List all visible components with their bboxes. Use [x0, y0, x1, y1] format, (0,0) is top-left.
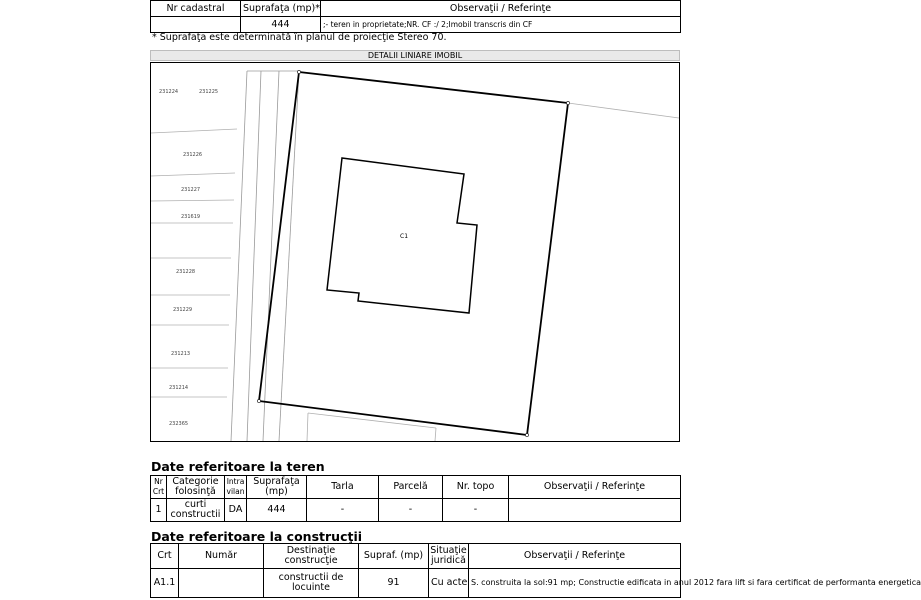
cell-nr: 1 [151, 499, 167, 522]
neighbor-parcels [151, 103, 679, 441]
cell-nr-cadastral [151, 17, 241, 33]
constructii-data-row [151, 569, 681, 598]
cell-topo: - [443, 499, 509, 522]
header-observatii: Observaţii / Referinţe [469, 544, 681, 569]
cell-crt: A1.1 [151, 569, 179, 598]
header-numar: Număr [179, 544, 264, 569]
cell-parcela: - [379, 499, 443, 522]
cell-destinatie: constructii de locuinte [264, 569, 359, 598]
parcel-summary-table [150, 0, 681, 33]
header-nr-topo: Nr. topo [443, 476, 509, 499]
header-nr-cadastral: Nr cadastral [151, 1, 241, 17]
neighbor-label: 231224 [159, 89, 179, 95]
parcel-boundary [259, 72, 568, 435]
cell-categorie: curti constructii [167, 499, 225, 522]
header-parcela: Parcelă [379, 476, 443, 499]
neighbor-label: 232365 [169, 421, 189, 427]
plan-title: DETALII LINIARE IMOBIL [150, 50, 680, 61]
header-crt: Crt [151, 544, 179, 569]
cell-suprafata: 91 [359, 569, 429, 598]
header-suprafata: Supraf. (mp) [359, 544, 429, 569]
cell-observatii: S. construita la sol:91 mp; Constructie edificata in anul 2012 fara lift si fara certificat de performanta energetica [469, 569, 681, 598]
header-destinatie: Destinaţie construcţie [264, 544, 359, 569]
header-situatie: Situaţie juridică [429, 544, 469, 569]
neighbor-label: 231225 [199, 89, 219, 95]
neighbor-label: 231214 [169, 385, 189, 391]
street-lines [231, 71, 299, 441]
constructii-section-title: Date referitoare la construcţii [151, 529, 363, 544]
neighbor-label: 231226 [183, 152, 203, 158]
header-suprafata: Suprafaţa (mp) [247, 476, 307, 499]
header-observatii: Observaţii / Referinţe [321, 1, 681, 17]
cell-numar [179, 569, 264, 598]
teren-section-title: Date referitoare la teren [151, 459, 325, 474]
parcel-plan [150, 62, 680, 442]
cell-observatii [509, 499, 681, 522]
neighbor-label: 231213 [171, 351, 191, 357]
header-tarla: Tarla [307, 476, 379, 499]
parcel-plan-drawing [151, 63, 679, 441]
teren-header-row [151, 476, 681, 499]
cell-situatie: Cu acte [429, 569, 469, 598]
teren-data-row [151, 499, 681, 522]
cell-tarla: - [307, 499, 379, 522]
neighbor-label: 231619 [181, 214, 201, 220]
constructii-header-row [151, 544, 681, 569]
projection-footnote: * Suprafaţa este determinată în planul de proiecţie Stereo 70. [152, 32, 447, 43]
teren-table [150, 475, 681, 522]
boundary-vertices [257, 70, 569, 436]
building-label: C1 [400, 233, 409, 240]
cell-suprafata: 444 [247, 499, 307, 522]
header-nr-crt: Nr Crt [151, 476, 167, 499]
neighbor-label: 231228 [176, 269, 196, 275]
summary-header-row [151, 1, 681, 17]
cell-suprafata: 444 [241, 17, 321, 33]
header-intravilan: Intra vilan [225, 476, 247, 499]
header-categorie: Categorie folosinţă [167, 476, 225, 499]
header-observatii: Observaţii / Referinţe [509, 476, 681, 499]
summary-data-row [151, 17, 681, 33]
cell-intravilan: DA [225, 499, 247, 522]
neighbor-label: 231229 [173, 307, 193, 313]
cell-observatii: ;- teren in proprietate;NR. CF :/ 2;Imobil transcris din CF [321, 17, 681, 33]
constructii-table [150, 543, 921, 598]
neighbor-label: 231227 [181, 187, 201, 193]
header-suprafata: Suprafaţa (mp)* [241, 1, 321, 17]
